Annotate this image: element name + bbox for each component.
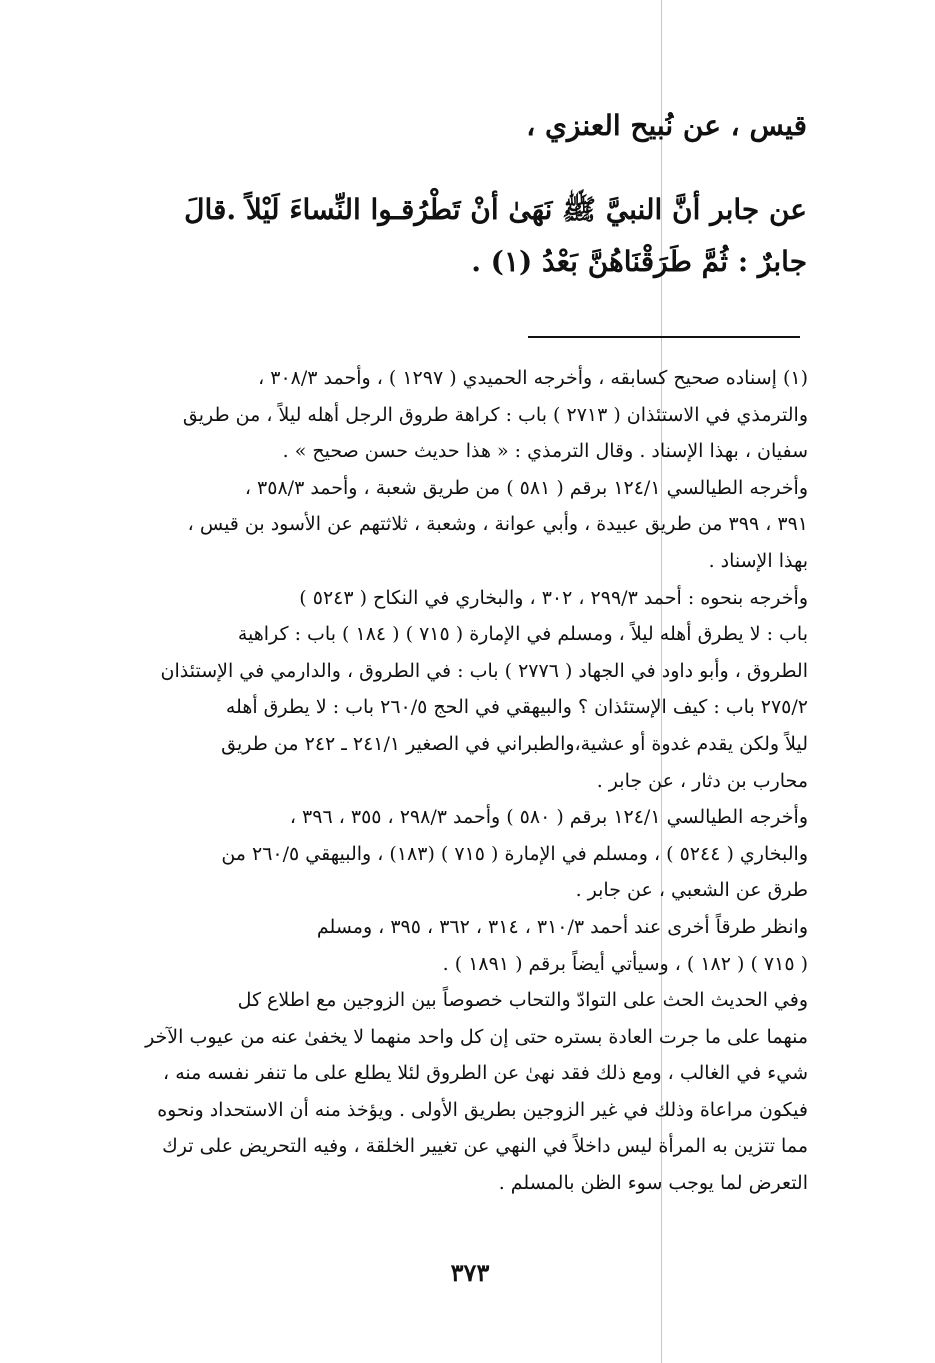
footnote-line: والترمذي في الاستئذان ( ٢٧١٣ ) باب : كراهة طروق الرجل أهله ليلاً ، من طريق xyxy=(182,403,808,426)
footnote-line: والبخاري ( ٥٢٤٤ ) ، ومسلم في الإمارة ( ٧١٥ ) (١٨٣) ، والبيهقي ٢٦٠/٥ من xyxy=(221,842,808,865)
footnote-line: وفي الحديث الحث على التوادّ والتحاب خصوصاً بين الزوجين مع اطلاع كل xyxy=(237,989,808,1012)
hadith-line: جابرٌ : ثُمَّ طَرَقْنَاهُنَّ بَعْدُ (١) . xyxy=(471,245,807,278)
footnote-line: التعرض لما يوجب سوء الظن بالمسلم . xyxy=(498,1172,808,1195)
footnote-line: ليلاً ولكن يقدم غدوة أو عشية،والطبراني في الصغير ٢٤١/١ ـ ٢٤٢ من طريق xyxy=(221,732,808,755)
footnote-line: فيكون مراعاة وذلك في غير الزوجين بطريق الأولى . ويؤخذ منه أن الاستحداد ونحوه xyxy=(157,1098,808,1121)
footnote-line: طرق عن الشعبي ، عن جابر . xyxy=(575,879,808,902)
footnote-line: باب : لا يطرق أهله ليلاً ، ومسلم في الإمارة ( ٧١٥ ) ( ١٨٤ ) باب : كراهية xyxy=(237,623,808,646)
footnote-line: سفيان ، بهذا الإسناد . وقال الترمذي : « هذا حديث حسن صحيح » . xyxy=(282,440,808,463)
footnote-separator xyxy=(528,336,800,338)
footnote-line: شيء في الغالب ، ومع ذلك فقد نهىٰ عن الطروق لئلا يطلع على ما تنفر نفسه منه ، xyxy=(163,1062,808,1085)
footnote-line: ( ٧١٥ ) ( ١٨٢ ) ، وسيأتي أيضاً برقم ( ١٨٩١ ) . xyxy=(442,952,808,975)
footnote-line: بهذا الإسناد . xyxy=(708,549,808,572)
footnote-line: منهما على ما جرت العادة بستره حتى إن كل واحد منهما لا يخفىٰ عنه من عيوب الآخر xyxy=(145,1025,808,1048)
footnote-line: وانظر طرقاً أخرى عند أحمد ٣١٠/٣ ، ٣١٤ ، ٣٦٢ ، ٣٩٥ ، ومسلم xyxy=(316,915,808,938)
hadith-line: عن جابر أنَّ النبيَّ ﷺ نَهَىٰ أنْ تَطْرُقـوا النِّساءَ لَيْلاً .قالَ xyxy=(184,193,807,226)
footnote-line: ٣٩١ ، ٣٩٩ من طريق عبيدة ، وأبي عوانة ، وشعبة ، ثلاثتهم عن الأسود بن قيس ، xyxy=(187,513,808,536)
footnote-line: ٢٧٥/٢ باب : كيف الإستئذان ؟ والبيهقي في الحج ٢٦٠/٥ باب : لا يطرق أهله xyxy=(225,696,808,719)
footnote-line: وأخرجه بنحوه : أحمد ٢٩٩/٣ ، ٣٠٢ ، والبخاري في النكاح ( ٥٢٤٣ ) xyxy=(299,586,808,609)
footnote-line: (١) إسناده صحيح كسابقه ، وأخرجه الحميدي ( ١٢٩٧ ) ، وأحمد ٣٠٨/٣ ، xyxy=(258,367,808,389)
footnotes xyxy=(124,360,808,1202)
footnote-line: مما تتزين به المرأة ليس داخلاً في النهي عن تغيير الخلقة ، وفيه التحريض على ترك xyxy=(162,1135,808,1158)
hadith-text xyxy=(117,184,807,288)
footnote-line: محارب بن دثار ، عن جابر . xyxy=(596,769,808,792)
footnote-line: الطروق ، وأبو داود في الجهاد ( ٢٧٧٦ ) باب : في الطروق ، والدارمي في الإستئذان xyxy=(160,659,808,682)
footnote-line: وأخرجه الطيالسي ١٢٤/١ برقم ( ٥٨٠ ) وأحمد ٢٩٨/٣ ، ٣٥٥ ، ٣٩٦ ، xyxy=(289,806,808,829)
footnote-line: وأخرجه الطيالسي ١٢٤/١ برقم ( ٥٨١ ) من طريق شعبة ، وأحمد ٣٥٨/٣ ، xyxy=(244,476,808,499)
page-number: ٣٧٣ xyxy=(450,1258,490,1287)
isnad-chain-line: قيس ، عن نُبيح العنزي ، xyxy=(526,109,807,142)
